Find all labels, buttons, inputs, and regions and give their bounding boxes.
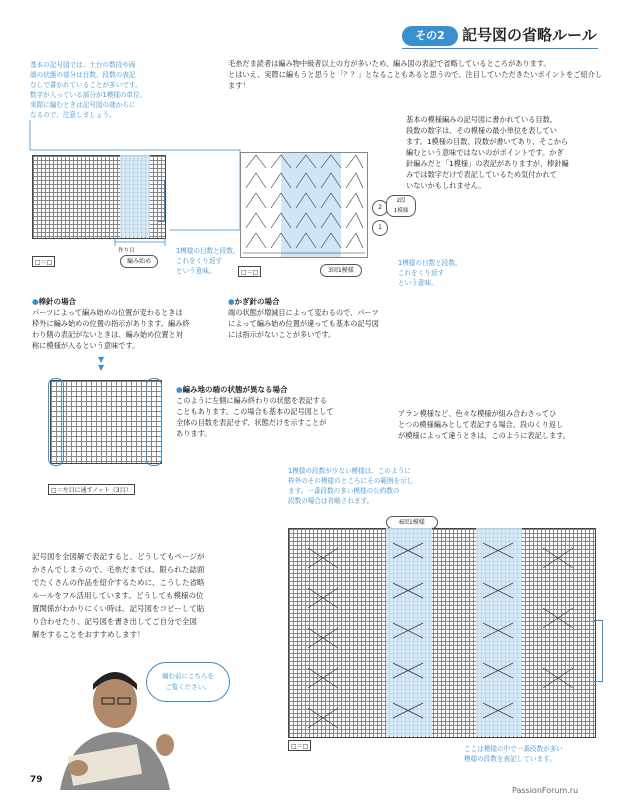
crochet-row-marker-1: 1 bbox=[372, 220, 388, 236]
edge-section: ●編み地の端の状態が異なる場合 このように左側に編み終わりの状態を表記する こともあります。この場合も基本の記号図として 全体の目数を表記せず、状態だけを示すことが あります。 bbox=[176, 384, 366, 439]
edge-left-highlight bbox=[48, 378, 64, 466]
crochet-chart bbox=[240, 152, 368, 258]
crochet-row-marker-2: 2 bbox=[372, 200, 388, 216]
knit-section-heading: ●棒針の場合 bbox=[32, 297, 77, 306]
knit-legend: □＝□ bbox=[32, 256, 55, 267]
watermark: PassionForum.ru bbox=[512, 786, 579, 795]
left-note: 基本の記号図では、土台の数段や両 端の状態の部分は目数、段数の表記 なしで書かれていることが多いです。 数字が入っている部分が1模様の単位、 実際に編むときは記号図の端からに なるので、注意しましょう。 bbox=[30, 61, 147, 119]
intro-text: 毛糸だま読者は編み物中級者以上の方が多いため、編み図の表記で省略しているところがあります。 とはいえ、実際に編もうと思うと「？？」となることもあると思うので、注目していただきたいポイントをご紹介します！ bbox=[228, 59, 603, 90]
aran-cables bbox=[288, 528, 594, 736]
knit-start-label: 編み始め bbox=[120, 255, 158, 268]
aran-legend: □＝□ bbox=[288, 740, 311, 751]
edge-section-heading: ●編み地の端の状態が異なる場合 bbox=[176, 385, 288, 394]
crochet-repeat-label: 3回1模様 bbox=[320, 264, 362, 277]
chart-note-2: 1模様の目数と段数。 これをくり返す という意味。 bbox=[398, 259, 462, 287]
aran-row-bracket bbox=[594, 620, 603, 682]
cast-on-label: 作り目 bbox=[118, 248, 135, 254]
crochet-legend: □＝□ bbox=[238, 266, 261, 277]
knit-chart-repeat-shade bbox=[120, 155, 150, 237]
crochet-section: ●かぎ針の場合 端の状態が増減目によって変わるので、パーツ によって編み始め位置が違っても基本の記号図 には指示がないことが多いです。 bbox=[228, 296, 418, 340]
down-arrows: ▼ ▼ bbox=[98, 355, 105, 372]
crochet-rows-label: 2段 1模様 bbox=[386, 195, 416, 217]
crochet-section-heading: ●かぎ針の場合 bbox=[228, 297, 280, 306]
bottom-left-text: 記号図を全図解で表記すると、どうしてもページが かさんでしまうので、毛糸だまでは、限られた誌面 でたくさんの作品を紹介するために、こうした省略 ルールをフル活用しています。どうしても模様の位 置関係がわかりにくい時は、記号図をコピーして貼 り合わせたり、記号図を書き出してご自分で全図 解をすることをおすすめします！ bbox=[32, 552, 205, 639]
aran-repeat-label: 6回1模様 bbox=[386, 516, 438, 529]
page-number: 79 bbox=[30, 775, 43, 785]
right-para-1: 基本の模様編みの記号図に書かれている目数、 段数の数字は、その模様の最小単位を表してい ます。1模様の目数、段数が書いてあり、そこから 編むという意味ではないのがポイントです。かぎ 針編みだと「1模様」の表記がありますが、棒針編 みでは数字だけで表記しているため気付かれて いないかもしれません。 bbox=[406, 115, 569, 190]
page-title: 記号図の省略ルール bbox=[462, 26, 597, 44]
right-para-2: アラン模様など、色々な模様が組み合わさってひ とつの模様編みとして表記する場合、段のくり返し が模様によって違うときは、このように表記します。 bbox=[398, 409, 570, 440]
section-badge: その2 bbox=[402, 26, 458, 46]
edge-legend: □＝左目に通すノット（3目） bbox=[48, 484, 135, 495]
knit-section: ●棒針の場合 パーツによって編み始めの位置が変わるときは 枠外に編み始めの位置の指示があります。編み終 わり側の表記がないときは、編み始め位置と対 称に模様が入るという意味です。 bbox=[32, 296, 222, 351]
edge-right-highlight bbox=[146, 378, 162, 466]
title-underline bbox=[402, 48, 598, 49]
aran-note: 1模様の段数が少ない模様は、このように 枠外のその模様のところにその範囲を示し ます。一番段数の多い模様の公約数の 段数の場合は省略されます。 bbox=[288, 467, 414, 505]
bottom-right-note: ここは模様の中で一番段数が多い 模様の段数を表記しています。 bbox=[464, 745, 563, 763]
knit-row-bracket bbox=[158, 180, 165, 222]
chart-note-1: 1模様の目数と段数。 これをくり返す という意味。 bbox=[176, 247, 240, 275]
speech-bubble: 編む前にこちらを ご覧ください。 bbox=[146, 662, 230, 702]
